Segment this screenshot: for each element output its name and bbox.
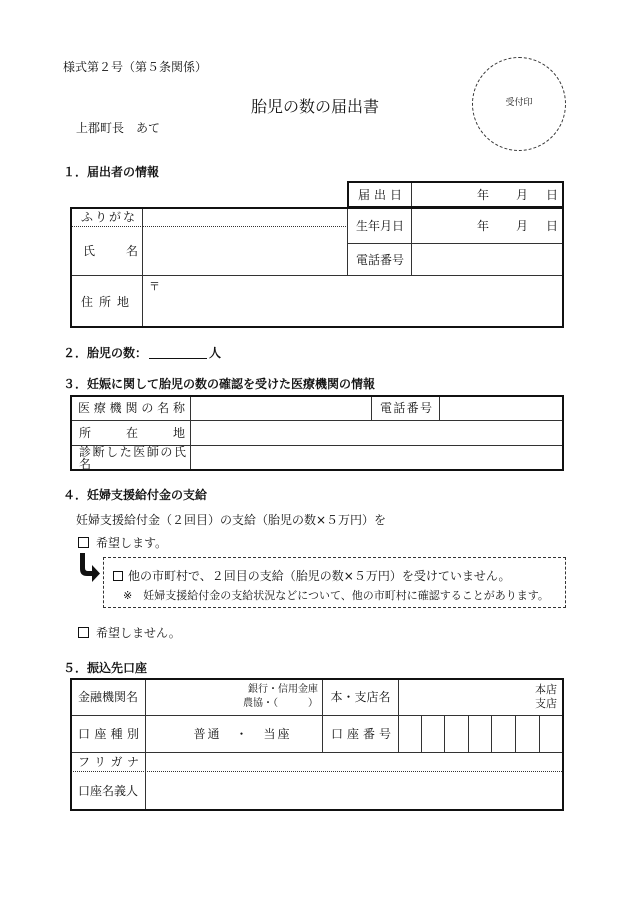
phone-label [347,243,412,276]
account-digit-cell[interactable] [398,715,422,753]
medical-institution-label [70,395,191,421]
account-digit-cell[interactable] [421,715,445,753]
account-type-options: 普通 ・ 当座 [193,727,292,741]
institution-label [70,678,146,716]
birthdate-label [347,207,412,244]
doctor-name-field[interactable] [190,445,564,471]
section-3-heading: ３．妊娠に関して胎児の数の確認を受けた医療機関の情報 [63,377,376,391]
medical-address-label [70,420,191,446]
account-holder-label-text: 口座名義人 [77,784,138,798]
institution-label-text: 金融機関名 [77,690,138,704]
page-title: 胎児の数の届出書 [250,97,379,116]
medical-phone-field[interactable] [439,395,564,421]
birthdate-label-text: 生年月日 [356,218,405,233]
account-number-label-text: 口座番号 [331,727,391,741]
account-holder-label [70,771,146,811]
verification-note: ※ 妊婦支援給付金の支給状況などについて、他の市町村に確認することがあります。 [123,589,549,602]
account-digit-cell[interactable] [444,715,469,753]
benefit-intro: 妊婦支援給付金（２回目）の支給（胎児の数×５万円）を [76,513,387,527]
fetus-count-label: ２．胎児の数： [63,346,148,360]
account-kana-label [70,752,146,772]
account-digit-cell[interactable] [539,715,564,753]
furigana-label-text: ふりがな [81,210,135,224]
account-digit-cell[interactable] [468,715,492,753]
address-label [70,275,143,328]
filing-date-label-text: 届出日 [358,187,402,202]
account-digit-cell[interactable] [491,715,516,753]
institution-type-suffix [243,679,318,715]
account-type-label-text: 口座種別 [78,727,139,741]
account-holder-field[interactable] [145,771,564,811]
fetus-count-row [63,346,221,359]
medical-institution-label-text: 医療機関の名称 [78,401,185,415]
address-label-text: 住所地 [81,294,129,309]
account-digit-cell[interactable] [515,715,540,753]
wish-yes-checkbox[interactable] [78,537,89,548]
day-unit: 日 [546,219,559,233]
birthdate-field[interactable] [411,207,564,244]
fetus-count-unit: 人 [209,346,222,360]
not-received-checkbox[interactable] [113,571,123,581]
main-branch-option: 本店 [535,683,557,696]
year-unit: 年 [477,219,490,233]
month-unit: 月 [516,188,529,202]
account-type-label [70,715,146,753]
name-label [70,226,143,276]
bent-arrow-icon [78,553,102,583]
section-1-heading: １．届出者の情報 [63,165,160,179]
section-5-heading: ５．振込先口座 [63,661,148,675]
medical-address-label-text: 所在地 [79,426,185,440]
medical-address-field[interactable] [190,420,564,446]
year-unit: 年 [477,188,490,202]
medical-phone-label-text: 電話番号 [380,401,432,415]
month-unit: 月 [516,219,529,233]
doctor-name-label-text: 診断した医師の氏名 [79,445,186,471]
medical-institution-field[interactable] [190,395,372,421]
account-number-label [322,715,399,753]
branch-field[interactable] [398,678,564,716]
branch-label [322,678,399,716]
addressee: 上郡町長 あて [76,121,161,135]
account-type-field[interactable] [145,715,323,753]
branch-option: 支店 [535,697,557,710]
bank-suffix-line-1: 銀行・信用金庫 [248,684,318,695]
bank-suffix-line-2: 農協・（ ） [243,698,318,709]
branch-type-suffix [535,679,557,715]
name-label-text: 氏名 [83,244,138,258]
stamp-label: 受付印 [505,98,533,108]
form-number: 様式第２号（第５条関係） [63,60,208,74]
phone-field[interactable] [411,243,564,276]
section-4-heading: ４．妊婦支援給付金の支給 [63,488,208,502]
phone-label-text: 電話番号 [356,252,405,267]
account-kana-label-text: フリガナ [78,755,139,769]
filing-date-field[interactable] [411,181,564,208]
fetus-count-input[interactable] [149,346,207,359]
account-kana-field[interactable] [145,752,564,772]
furigana-label [70,207,143,227]
wish-no-label: 希望しません。 [96,626,181,640]
medical-phone-label [371,395,440,421]
address-field[interactable] [142,275,564,328]
wish-yes-label: 希望します。 [96,536,168,550]
institution-field[interactable] [145,678,323,716]
filing-date-label [347,181,412,208]
reception-stamp-area [472,57,566,151]
furigana-field[interactable] [142,207,348,227]
not-received-label: 他の市町村で、２回目の支給（胎児の数×５万円）を受けていません。 [128,569,511,583]
postal-mark: 〒 [149,280,160,293]
wish-no-checkbox[interactable] [78,627,89,638]
doctor-name-label [70,445,191,471]
branch-label-text: 本・支店名 [330,690,391,704]
name-field[interactable] [142,226,348,276]
day-unit: 日 [546,188,559,202]
